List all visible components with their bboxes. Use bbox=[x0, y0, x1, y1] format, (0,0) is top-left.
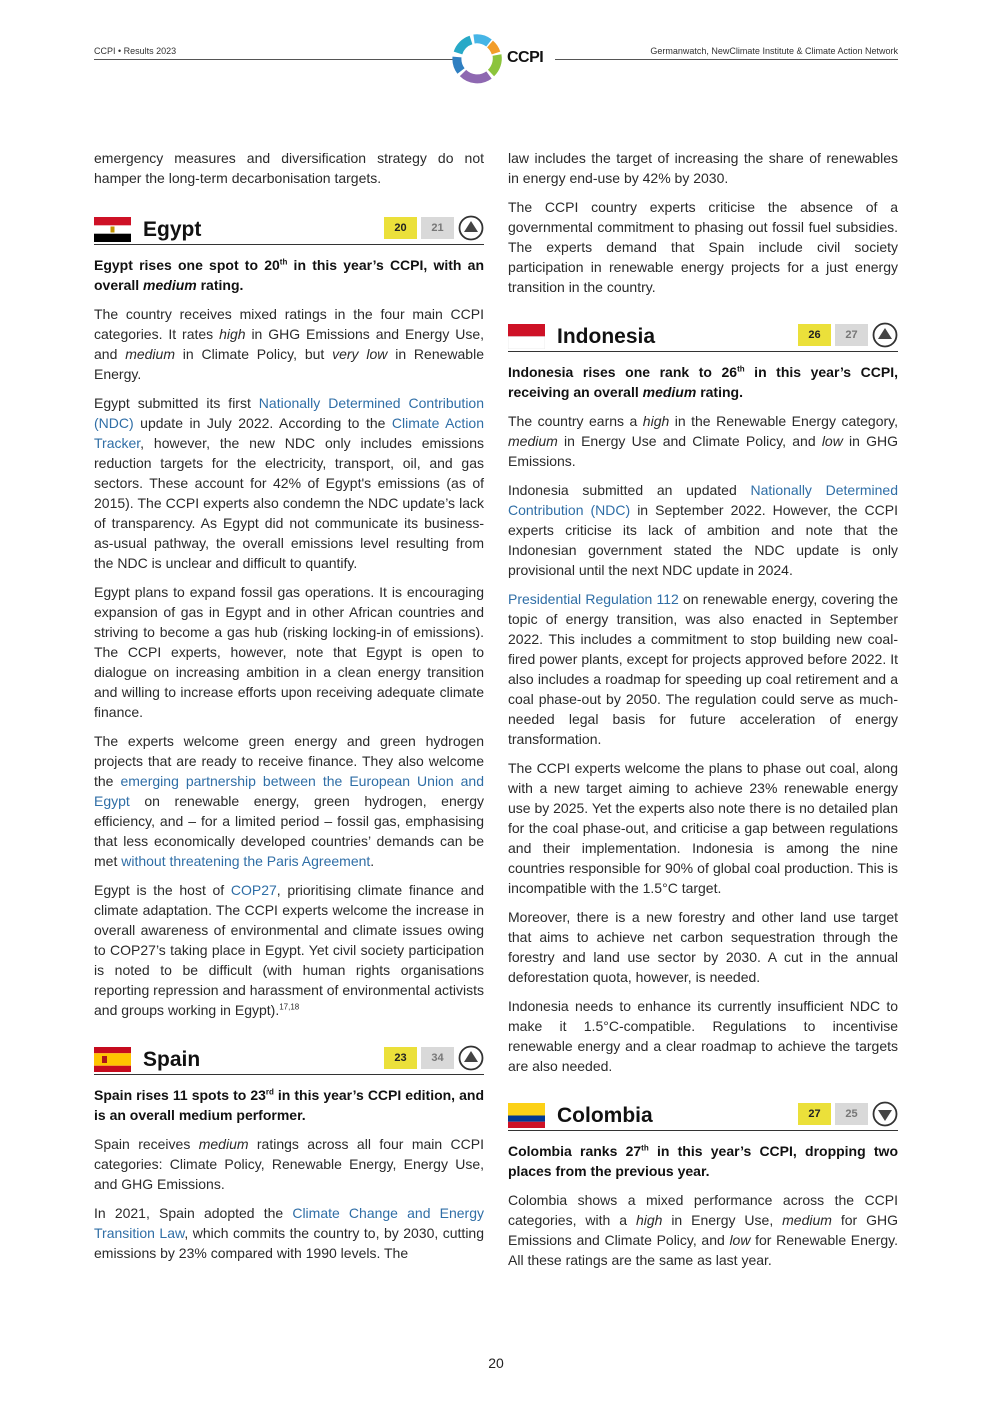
previous-rank-badge: 21 bbox=[421, 217, 454, 239]
egypt-paragraph-5: Egypt is the host of COP27, prioritising climate finance and climate adaptation. The CCPI experts welcome the increase in overall awareness of environmental and climate issues owing to COP27’s taking place in Egypt. Yet civil society participation is noted to be difficult (with human rights organisations reporting repression and harassment of environmental activists and groups working in Egypt).$^{17,18}$ bbox=[94, 882, 484, 1018]
indonesia-flag-icon bbox=[508, 324, 545, 349]
right-column bbox=[508, 148, 898, 1279]
current-rank-badge: 27 bbox=[798, 1103, 831, 1125]
header-left-text: CCPI • Results 2023 bbox=[94, 46, 177, 56]
country-name: Spain bbox=[143, 1048, 201, 1071]
indonesia-paragraph-5: Moreover, there is a new forestry and other land use target that aims to achieve net carbon sequestration through the forestry and land use sector by 2030. A cut in the annual deforestation quota, however, is needed. bbox=[508, 909, 898, 985]
previous-rank-badge: 34 bbox=[421, 1047, 454, 1069]
current-rank-badge: 26 bbox=[798, 324, 831, 346]
egypt-paragraph-1: The country receives mixed ratings in the four main CCPI categories. It rates high in GHG Emissions and Energy Use, and medium in Climate Policy, but very low in Renewable Energy. bbox=[94, 306, 484, 382]
spain-paragraph-1: Spain receives medium ratings across all four main CCPI categories: Climate Policy, Renewable Energy, Energy Use, and GHG Emissions. bbox=[94, 1136, 484, 1192]
logo-text: CCPI bbox=[507, 49, 544, 66]
spain-flag-icon bbox=[94, 1047, 131, 1072]
ndc-link[interactable]: Nationally Determined Contribution (NDC) bbox=[94, 395, 484, 431]
indonesia-paragraph-4: The CCPI experts welcome the plans to phase out coal, along with a new target aiming to achieve 23% renewable energy use by 2025. Yet the experts also note there is no detailed plan for the coal phase-out, and criticise a gap between regulations and their implementation. Indonesia is among the nine countries responsible for 90% of global coal production. This is incompatible with the 1.5°C target. bbox=[508, 760, 898, 896]
arrow-up-icon bbox=[458, 215, 484, 241]
indonesia-heading bbox=[508, 319, 898, 352]
previous-rank-badge: 25 bbox=[835, 1103, 868, 1125]
arrow-up-icon bbox=[872, 322, 898, 348]
current-rank-badge: 20 bbox=[384, 217, 417, 239]
indonesia-lead: Indonesia rises one rank to 26th in this year’s CCPI, receiving an overall medium rating. bbox=[508, 364, 898, 400]
climate-action-tracker-link[interactable]: Climate Action Tracker bbox=[94, 415, 484, 451]
header-right-text: Germanwatch, NewClimate Institute & Climate Action Network bbox=[650, 46, 898, 56]
indonesia-paragraph-6: Indonesia needs to enhance its currently insufficient NDC to make it 1.5°C-compatible. Regulations to incentivise renewable energy and a clear roadmap to achieve the targets are also needed. bbox=[508, 998, 898, 1074]
indonesia-paragraph-2: Indonesia submitted an updated Nationally Determined Contribution (NDC) in September 2022. However, the CCPI experts criticise its lack of ambition and note that the Indonesian government stated the NDC update is only provisional until the next NDC update in 2024. bbox=[508, 482, 899, 578]
egypt-lead: Egypt rises one spot to 20th in this year’s CCPI, with an overall medium rating. bbox=[94, 257, 485, 293]
spain-lead: Spain rises 11 spots to 23rd in this year’s CCPI edition, and is an overall medium performer. bbox=[94, 1087, 484, 1123]
spain-heading bbox=[94, 1042, 484, 1075]
page-number: 20 bbox=[488, 1355, 504, 1371]
arrow-up-icon bbox=[458, 1045, 484, 1071]
colombia-paragraph-1: Colombia shows a mixed performance across the CCPI categories, with a high in Energy Use, medium for GHG Emissions and Climate Policy, and low for Renewable Energy. All these ratings are the same as last year. bbox=[508, 1192, 899, 1268]
spain-continued-2: The CCPI country experts criticise the absence of a governmental commitment to phasing out fossil fuel subsidies. The experts demand that Spain include civil society participation in renewable energy projects for a just energy transition in the country. bbox=[508, 199, 898, 295]
indonesia-ndc-link[interactable]: Nationally Determined Contribution (NDC) bbox=[508, 482, 899, 518]
colombia-lead: Colombia ranks 27th in this year’s CCPI, dropping two places from the previous year. bbox=[508, 1143, 898, 1179]
indonesia-paragraph-3: Presidential Regulation 112 on renewable energy, covering the topic of energy transition, was also enacted in September 2022. This includes a commitment to stop building new coal-fired power plants, except for projects approved before 2022. It also includes a roadmap for speeding up coal retirement and a coal phase-out by 2050. The regulation could serve as much-needed legal basis for future acceleration of energy transformation. bbox=[508, 591, 899, 747]
cop27-link[interactable]: COP27 bbox=[230, 882, 277, 898]
country-name: Indonesia bbox=[557, 325, 656, 348]
spain-continued-1: law includes the target of increasing the share of renewables in energy end-use by 42% by 2030. bbox=[508, 150, 898, 186]
header-rule-right bbox=[555, 59, 898, 60]
presidential-regulation-link[interactable]: Presidential Regulation 112 bbox=[508, 591, 679, 607]
left-column bbox=[94, 148, 484, 1272]
colombia-flag-icon bbox=[508, 1103, 545, 1128]
previous-rank-badge: 27 bbox=[835, 324, 868, 346]
intro-paragraph: emergency measures and diversification strategy do not hamper the long-term decarbonisation targets. bbox=[94, 150, 484, 186]
header-rule-left bbox=[94, 59, 458, 60]
egypt-paragraph-3: Egypt plans to expand fossil gas operations. It is encouraging expansion of gas in Egypt and in other African countries and striving to become a gas hub (risking locking-in of emissions). The CCPI experts, however, note that Egypt is open to dialogue on increasing ambition in a clean energy transition and willing to increase efforts upon receiving adequate climate finance. bbox=[94, 584, 484, 720]
egypt-paragraph-2: Egypt submitted its first Nationally Determined Contribution (NDC) update in July 2022. According to the Climate Action Tracker, however, the new NDC only includes emissions reduction targets for the electricity, transport, oil, and gas sectors. These account for 42% of Egypt's emissions (as of 2015). The CCPI experts also condemn the NDC update’s lack of transparency. As Egypt did not communicate its business-as-usual pathway, the overall emissions level resulting from the NDC is unclear and difficult to quantify. bbox=[94, 395, 484, 571]
colombia-heading bbox=[508, 1098, 898, 1131]
arrow-down-icon bbox=[872, 1101, 898, 1127]
paris-agreement-link[interactable]: without threatening the Paris Agreement bbox=[121, 853, 371, 869]
spain-paragraph-2: In 2021, Spain adopted the Climate Change and Energy Transition Law, which commits the country to, by 2030, cutting emissions by 23% compared with 1990 levels. The bbox=[94, 1205, 484, 1261]
current-rank-badge: 23 bbox=[384, 1047, 417, 1069]
country-name: Colombia bbox=[557, 1104, 653, 1127]
indonesia-paragraph-1: The country earns a high in the Renewable Energy category, medium in Energy Use and Climate Policy, and low in GHG Emissions. bbox=[508, 413, 899, 469]
egypt-flag-icon bbox=[94, 217, 131, 242]
climate-change-law-link[interactable]: Climate Change and Energy Transition Law bbox=[94, 1205, 484, 1241]
country-name: Egypt bbox=[143, 218, 202, 241]
eu-egypt-partnership-link[interactable]: emerging partnership between the European Union and Egypt bbox=[94, 773, 484, 809]
egypt-heading bbox=[94, 212, 484, 245]
egypt-paragraph-4: The experts welcome green energy and green hydrogen projects that are ready to receive finance. They also welcome the emerging partnership between the European Union and Egypt on renewable energy, green hydrogen, energy efficiency, and – for a limited period – fossil gas, emphasising that less economically developed countries’ demands can be met without threatening the Paris Agreement. bbox=[94, 733, 484, 869]
footnote-ref: 17,18 bbox=[279, 1002, 300, 1012]
